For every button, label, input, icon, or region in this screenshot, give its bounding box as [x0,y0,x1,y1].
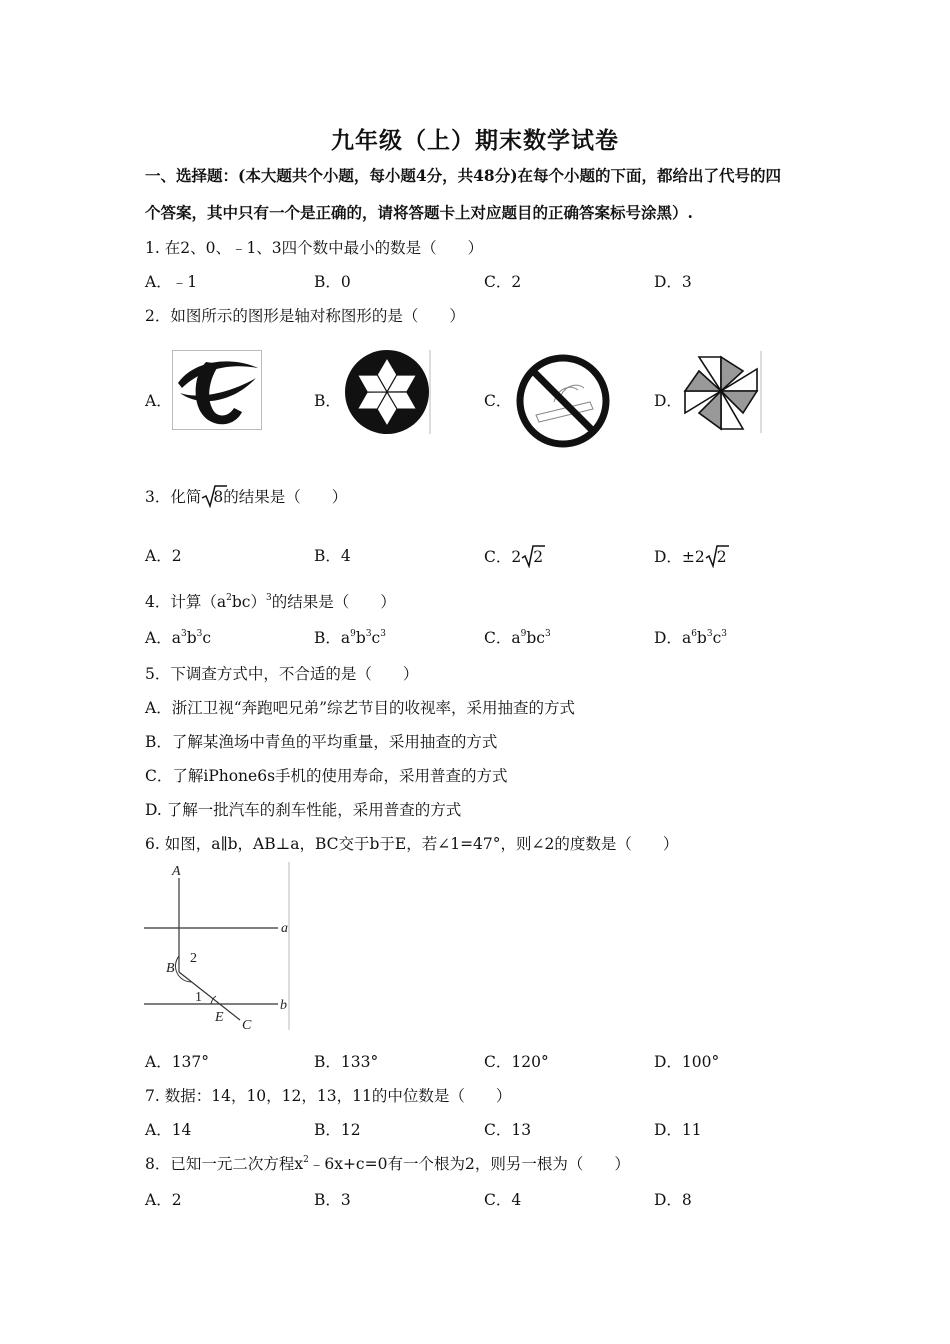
q3-option-c [484,544,543,572]
q4-option-b: B．$a^9b^3c^3$ [314,629,386,647]
q3-d-radicand: 2 [716,548,727,566]
q8-option-b: B．3 [314,1191,351,1209]
q8-stem-exp: 2 [303,1155,309,1165]
label-C: C [242,1018,252,1032]
section-instruction-line1: 一、选择题：(本大题共个小题，每小题4分，共48分)在每个小题的下面，都给出了代号的四 [145,166,782,185]
china-telecom-logo-icon [172,350,262,430]
q2-option-d-label: D． [654,392,682,410]
q7-option-a: A．14 [145,1121,192,1139]
pinwheel-icon [681,349,763,435]
q3-stem-radicand: 8 [213,488,224,506]
q4-option-c: C．$a^9bc^3$ [484,629,551,647]
six-petal-flower-icon [343,348,431,436]
question-1-stem: 1. 在2、0、﹣1、3四个数中最小的数是（ ） [145,239,484,257]
q4-stem-mid: bc） [231,593,266,611]
q2-option-a-label: A． [145,392,172,410]
label-b: b [280,998,287,1013]
q6-option-d: D．100° [654,1053,720,1071]
section-instruction-line2: 个答案，其中只有一个是正确的，请将答题卡上对应题目的正确答案标号涂黑）. [145,203,693,222]
q2-option-b-label: B． [314,392,341,410]
q5-option-d: D. 了解一批汽车的刹车性能，采用普查的方式 [145,801,462,819]
label-B: B [166,961,175,976]
q5-option-a: A．浙江卫视“奔跑吧兄弟”综艺节目的收视率，采用抽查的方式 [145,699,576,717]
q1-option-b: B．0 [314,273,351,291]
q7-option-c: C．13 [484,1121,532,1139]
q3-stem-suffix: 的结果是（ ） [223,488,348,506]
q3-option-a: A．2 [145,547,182,565]
q1-option-d: D．3 [654,273,692,291]
question-7-stem: 7. 数据：14，10，12，13，11的中位数是（ ） [145,1087,512,1105]
q3-c-radicand: 2 [533,548,544,566]
label-a: a [281,921,288,936]
q4-stem-prefix: 4．计算（a [145,593,227,611]
question-5-stem: 5．下调查方式中，不合适的是（ ） [145,665,419,683]
q4-stem-suffix: 的结果是（ ） [271,593,396,611]
q3-c-coef: 2 [511,548,522,566]
q3-stem-prefix: 3．化简 [145,488,202,506]
label-angle-1: 1 [195,990,202,1005]
q6-option-c: C．120° [484,1053,549,1071]
q3-d-coef: 2 [694,548,705,566]
q8-option-d: D．8 [654,1191,692,1209]
q5-option-b: B．了解某渔场中青鱼的平均重量，采用抽查的方式 [145,733,498,751]
q1-option-a: A．﹣1 [145,273,198,291]
label-A: A [172,864,181,879]
q8-stem-prefix: 8．已知一元二次方程x [145,1155,304,1173]
q4-stem-exp1: 2 [226,593,232,603]
q8-option-a: A．2 [145,1191,182,1209]
parallel-lines-figure [142,860,294,1032]
q3-option-d [654,544,727,572]
q3-option-d-label: D．± [654,548,695,566]
q6-option-a: A．137° [145,1053,210,1071]
q7-option-b: B．12 [314,1121,361,1139]
q4-option-d: D．$a^6b^3c^3$ [654,629,728,647]
q1-option-c: C．2 [484,273,522,291]
question-2-stem: 2．如图所示的图形是轴对称图形的是（ ） [145,307,465,325]
q4-stem-exp2: 3 [265,593,272,603]
q3-option-b: B．4 [314,547,351,565]
label-angle-2: 2 [190,951,197,966]
question-8-stem [145,1152,630,1174]
q4-option-a: A．$a^3b^3c$ [145,629,212,647]
q7-option-d: D．11 [654,1121,702,1139]
q3-option-c-label: C． [484,548,512,566]
question-3-stem [145,484,347,512]
question-4-stem [145,590,396,612]
q5-option-c: C．了解iPhone6s手机的使用寿命，采用普查的方式 [145,767,508,785]
q2-option-c-label: C． [484,392,512,410]
label-E: E [215,1010,224,1025]
q8-option-c: C．4 [484,1191,522,1209]
question-6-stem: 6. 如图，a∥b，AB⊥a，BC交于b于E，若∠1=47°，则∠2的度数是（ ） [145,835,679,853]
q8-stem-suffix: ﹣6x+c=0有一个根为2，则另一根为（ ） [308,1155,630,1173]
page-title: 九年级（上）期末数学试卷 [331,127,619,154]
no-smoking-icon [512,352,614,450]
q6-option-b: B．133° [314,1053,379,1071]
